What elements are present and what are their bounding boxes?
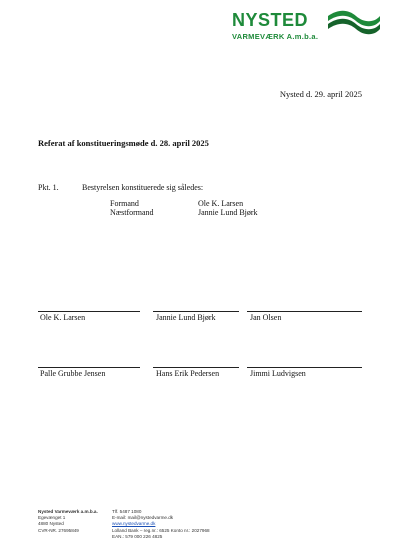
signature-name: Ole K. Larsen [40,313,86,322]
signature-line [247,367,362,368]
footer-website-link[interactable]: www.nystedvarme.dk [112,521,156,527]
footer-ean: EAN.: 579 000 226 4825 [112,533,163,539]
signature-name: Jimmi Ludvigsen [250,369,306,378]
signature-name: Hans Erik Pedersen [156,369,220,378]
role-label-vice-chair: Næstformand [110,208,154,217]
role-name-vice-chair: Jannie Lund Bjørk [198,208,258,217]
logo-mark-icon [326,8,382,36]
signature-name: Jan Olsen [250,313,282,322]
role-name-chair: Ole K. Larsen [198,199,244,208]
footer-email: E-mail: mail@nystedvarme.dk [112,515,174,521]
signature-name: Palle Grubbe Jensen [40,369,106,378]
footer-company: Nysted Varmeværk a.m.b.a. [38,509,98,514]
footer-city: 4880 Nysted [38,521,64,527]
signature-line [153,311,239,312]
footer-address [38,509,98,534]
signature-line [38,311,140,312]
footer-street: Egevænget 1 [38,515,66,521]
footer-contact [112,509,210,540]
footer-cvr: CVR-NR. 27695849 [38,527,79,533]
signature-line [247,311,362,312]
signature-name: Jannie Lund Bjørk [156,313,216,322]
role-label-chair: Formand [110,199,139,208]
document-title: Referat af konstitueringsmøde d. 28. april 2025 [38,138,209,148]
footer-phone: Tlf. 5487 1080 [112,509,142,514]
point-text: Bestyrelsen konstituerede sig således: [82,183,204,192]
signature-line [153,367,239,368]
point-number: Pkt. 1. [38,183,59,192]
date-line: Nysted d. 29. april 2025 [279,89,362,99]
logo-subtitle: VARMEVÆRK A.m.b.a. [232,32,319,41]
logo-text [232,10,318,41]
footer-bank: Lolland Bank – reg.nr.: 6525 Konto nr.: 2027968 [112,527,210,533]
signature-line [38,367,140,368]
logo-name: NYSTED [232,10,309,30]
